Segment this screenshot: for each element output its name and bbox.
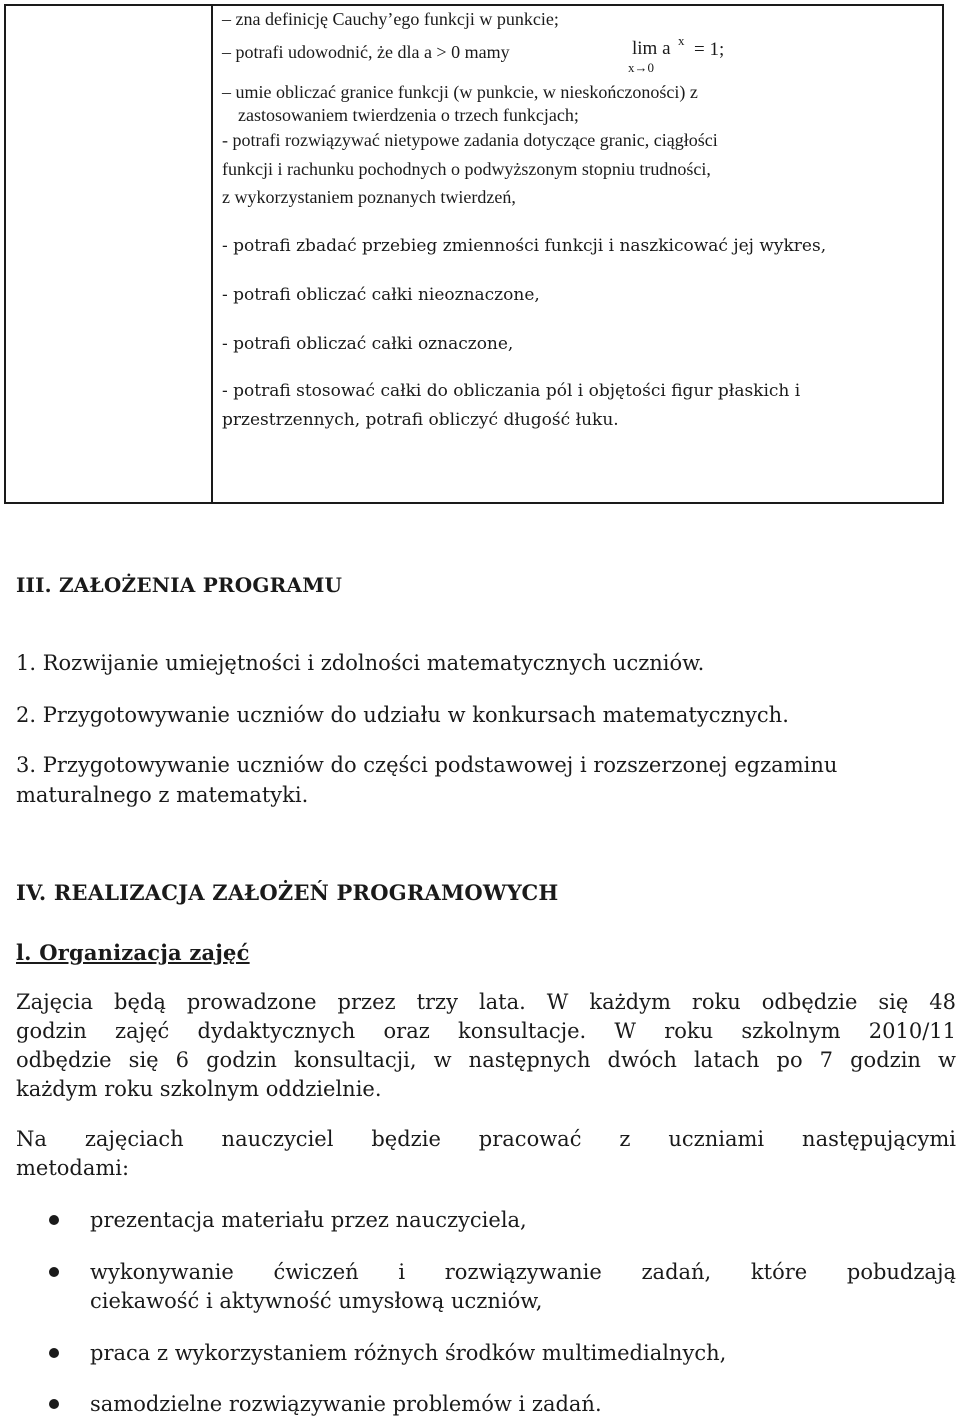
table-line-11: - potrafi stosować całki do obliczania pól i objętości figur płaskich i xyxy=(222,381,801,401)
section-3-item-3: 3. Przygotowywanie uczniów do części podstawowej i rozszerzonej egzaminu xyxy=(16,753,838,777)
formula-lim: lim a xyxy=(632,38,671,59)
table-line-9: - potrafi obliczać całki nieoznaczone, xyxy=(222,285,540,305)
bullet-4: samodzielne rozwiązywanie problemów i zadań. xyxy=(90,1392,602,1416)
table-line-8: - potrafi zbadać przebieg zmienności funkcji i naszkicować jej wykres, xyxy=(222,236,827,256)
section-3-item-3-cont: maturalnego z matematyki. xyxy=(16,783,309,807)
bullet-dot-3 xyxy=(49,1348,59,1358)
bullet-3: praca z wykorzystaniem różnych środków multimedialnych, xyxy=(90,1341,727,1365)
paragraph-2-line-1: Na zajęciach nauczyciel będzie pracować z uczniami następującymi xyxy=(16,1127,956,1151)
table-line-5: - potrafi rozwiązywać nietypowe zadania dotyczące granic, ciągłości xyxy=(222,130,718,150)
section-4-subtitle: l. Organizacja zajęć xyxy=(16,940,250,965)
table-line-1: – zna definicję Cauchy’ego funkcji w punkcie; xyxy=(222,9,559,29)
bullet-1: prezentacja materiału przez nauczyciela, xyxy=(90,1208,527,1232)
paragraph-1-line-1: Zajęcia będą prowadzone przez trzy lata. W każdym roku odbędzie się 48 xyxy=(16,990,956,1014)
formula-subscript: x→0 xyxy=(628,60,654,75)
bullet-dot-2 xyxy=(49,1267,59,1277)
table-line-6: funkcji i rachunku pochodnych o podwyższonym stopniu trudności, xyxy=(222,159,711,179)
paragraph-1-line-2: godzin zajęć dydaktycznych oraz konsultacje. W roku szkolnym 2010/11 xyxy=(16,1019,956,1043)
table-line-2: – potrafi udowodnić, że dla a > 0 mamy xyxy=(222,42,510,62)
bullet-dot-1 xyxy=(49,1215,59,1225)
paragraph-1-line-3: odbędzie się 6 godzin konsultacji, w następnych dwóch latach po 7 godzin w xyxy=(16,1048,956,1072)
table-line-12: przestrzennych, potrafi obliczyć długość łuku. xyxy=(222,410,619,430)
formula-rhs: = 1; xyxy=(694,39,725,60)
section-3-title: III. ZAŁOŻENIA PROGRAMU xyxy=(16,573,343,597)
section-3-item-2: 2. Przygotowywanie uczniów do udziału w konkursach matematycznych. xyxy=(16,703,789,727)
paragraph-2-line-2: metodami: xyxy=(16,1156,130,1180)
paragraph-1-line-4: każdym roku szkolnym oddzielnie. xyxy=(16,1077,382,1101)
table-line-3: – umie obliczać granice funkcji (w punkcie, w nieskończoności) z xyxy=(222,82,698,102)
table-column-divider xyxy=(211,6,213,502)
table-line-10: - potrafi obliczać całki oznaczone, xyxy=(222,334,514,354)
table-line-7: z wykorzystaniem poznanych twierdzeń, xyxy=(222,187,516,207)
bullet-2-line-1: wykonywanie ćwiczeń i rozwiązywanie zadań, które pobudzają xyxy=(90,1260,956,1284)
formula-exponent: x xyxy=(678,33,685,48)
bullet-2-line-2: ciekawość i aktywność umysłową uczniów, xyxy=(90,1289,543,1313)
section-4-title: IV. REALIZACJA ZAŁOŻEŃ PROGRAMOWYCH xyxy=(16,880,559,905)
bullet-dot-4 xyxy=(49,1399,59,1409)
section-3-item-1: 1. Rozwijanie umiejętności i zdolności matematycznych uczniów. xyxy=(16,651,705,675)
table-line-4: zastosowaniem twierdzenia o trzech funkcjach; xyxy=(238,105,579,125)
